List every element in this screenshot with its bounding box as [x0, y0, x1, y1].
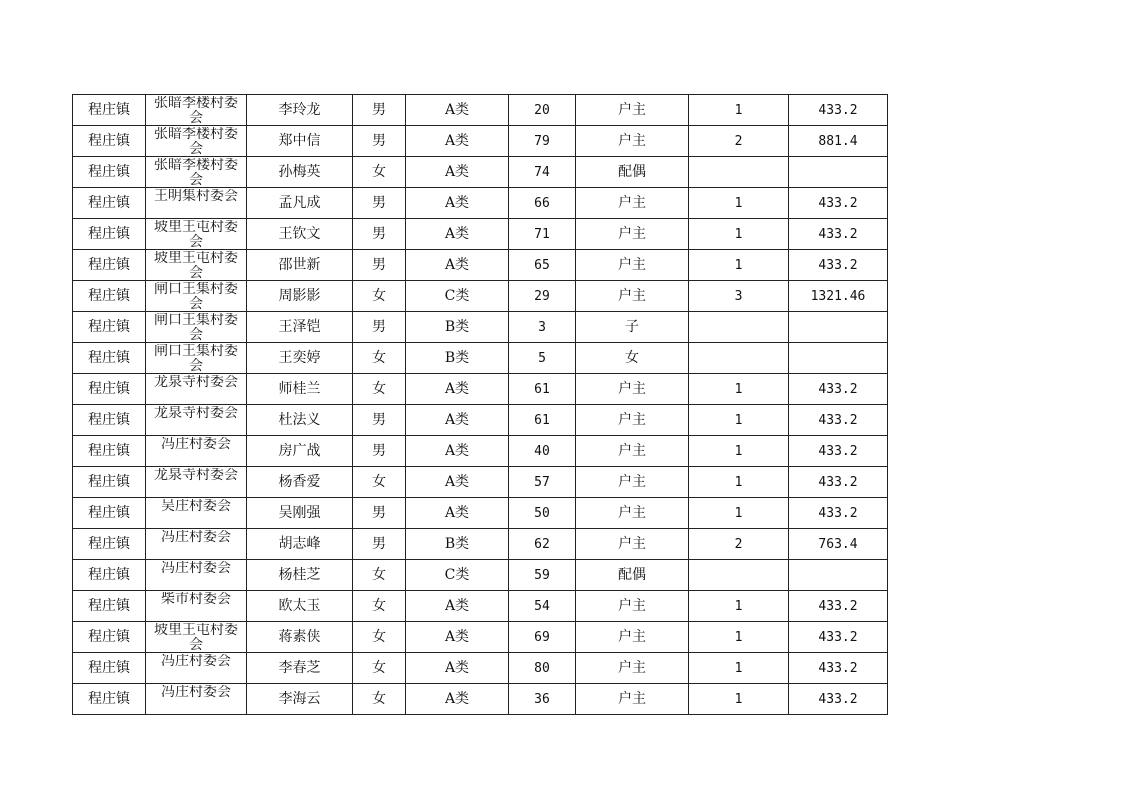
relation-cell: 户主: [576, 622, 689, 653]
village-cell: [146, 653, 247, 684]
person-name-cell: 周影影: [247, 281, 353, 312]
village-cell: [146, 312, 247, 343]
town-cell: 程庄镇: [73, 219, 146, 250]
age-cell: 61: [509, 405, 576, 436]
relation-cell: 户主: [576, 250, 689, 281]
village-text: 闸口王集村委会: [154, 313, 238, 341]
table-row: [73, 560, 888, 591]
town-cell: 程庄镇: [73, 312, 146, 343]
village-cell: [146, 188, 247, 219]
village-cell: [146, 498, 247, 529]
relief-roster-table: [72, 94, 888, 715]
gender-cell: 男: [353, 405, 406, 436]
amount-cell: 433.2: [789, 95, 888, 126]
household-count-cell: 1: [689, 467, 789, 498]
amount-cell: 433.2: [789, 405, 888, 436]
household-count-cell: 2: [689, 529, 789, 560]
category-cell: A类: [406, 374, 509, 405]
age-cell: 66: [509, 188, 576, 219]
village-text: 闸口王集村委会: [154, 282, 238, 310]
household-count-cell: 1: [689, 436, 789, 467]
gender-cell: 男: [353, 436, 406, 467]
relation-cell: 户主: [576, 653, 689, 684]
town-cell: 程庄镇: [73, 188, 146, 219]
person-name-cell: 孟凡成: [247, 188, 353, 219]
village-cell: [146, 684, 247, 715]
town-cell: 程庄镇: [73, 591, 146, 622]
relation-cell: 户主: [576, 684, 689, 715]
relation-cell: 户主: [576, 529, 689, 560]
age-cell: 5: [509, 343, 576, 374]
person-name-cell: 蒋素侠: [247, 622, 353, 653]
relation-cell: 户主: [576, 467, 689, 498]
age-cell: 65: [509, 250, 576, 281]
age-cell: 74: [509, 157, 576, 188]
town-cell: 程庄镇: [73, 343, 146, 374]
table-row: [73, 436, 888, 467]
relation-cell: 户主: [576, 405, 689, 436]
age-cell: 80: [509, 653, 576, 684]
village-text: 冯庄村委会: [161, 685, 231, 700]
village-cell: [146, 343, 247, 374]
category-cell: A类: [406, 405, 509, 436]
table-row: [73, 653, 888, 684]
table-row: [73, 529, 888, 560]
town-cell: 程庄镇: [73, 560, 146, 591]
amount-cell: [789, 157, 888, 188]
table-row: [73, 622, 888, 653]
amount-cell: 433.2: [789, 653, 888, 684]
category-cell: A类: [406, 591, 509, 622]
table-row: [73, 343, 888, 374]
category-cell: B类: [406, 312, 509, 343]
village-cell: [146, 126, 247, 157]
amount-cell: 433.2: [789, 374, 888, 405]
village-text: 柴市村委会: [161, 592, 231, 607]
person-name-cell: 郑中信: [247, 126, 353, 157]
table-row: [73, 95, 888, 126]
amount-cell: 433.2: [789, 591, 888, 622]
table-body: [73, 95, 888, 715]
gender-cell: 男: [353, 95, 406, 126]
amount-cell: [789, 312, 888, 343]
town-cell: 程庄镇: [73, 95, 146, 126]
household-count-cell: 1: [689, 405, 789, 436]
village-text: 闸口王集村委会: [154, 344, 238, 372]
amount-cell: 1321.46: [789, 281, 888, 312]
village-text: 吴庄村委会: [161, 499, 231, 514]
person-name-cell: 房广战: [247, 436, 353, 467]
amount-cell: 433.2: [789, 250, 888, 281]
gender-cell: 女: [353, 157, 406, 188]
town-cell: 程庄镇: [73, 436, 146, 467]
table-row: [73, 405, 888, 436]
age-cell: 54: [509, 591, 576, 622]
category-cell: B类: [406, 343, 509, 374]
household-count-cell: 3: [689, 281, 789, 312]
relation-cell: 户主: [576, 591, 689, 622]
amount-cell: 433.2: [789, 219, 888, 250]
relation-cell: 子: [576, 312, 689, 343]
amount-cell: 433.2: [789, 467, 888, 498]
household-count-cell: 1: [689, 684, 789, 715]
village-text: 坡里王屯村委会: [154, 251, 238, 279]
gender-cell: 男: [353, 312, 406, 343]
gender-cell: 男: [353, 498, 406, 529]
person-name-cell: 王奕婷: [247, 343, 353, 374]
relation-cell: 户主: [576, 281, 689, 312]
table-row: [73, 498, 888, 529]
age-cell: 29: [509, 281, 576, 312]
person-name-cell: 李春芝: [247, 653, 353, 684]
town-cell: 程庄镇: [73, 157, 146, 188]
village-cell: [146, 529, 247, 560]
amount-cell: 433.2: [789, 436, 888, 467]
household-count-cell: 1: [689, 250, 789, 281]
amount-cell: 433.2: [789, 498, 888, 529]
gender-cell: 男: [353, 529, 406, 560]
category-cell: A类: [406, 219, 509, 250]
village-text: 龙泉寺村委会: [154, 406, 238, 421]
age-cell: 79: [509, 126, 576, 157]
amount-cell: 881.4: [789, 126, 888, 157]
gender-cell: 女: [353, 653, 406, 684]
category-cell: A类: [406, 95, 509, 126]
relation-cell: 户主: [576, 188, 689, 219]
town-cell: 程庄镇: [73, 684, 146, 715]
table-row: [73, 188, 888, 219]
town-cell: 程庄镇: [73, 467, 146, 498]
village-text: 张暗李楼村委会: [154, 96, 238, 124]
table-row: [73, 467, 888, 498]
household-count-cell: [689, 312, 789, 343]
amount-cell: 763.4: [789, 529, 888, 560]
person-name-cell: 杨香爱: [247, 467, 353, 498]
village-cell: [146, 560, 247, 591]
household-count-cell: 1: [689, 95, 789, 126]
category-cell: A类: [406, 157, 509, 188]
village-cell: [146, 436, 247, 467]
town-cell: 程庄镇: [73, 250, 146, 281]
person-name-cell: 王泽铠: [247, 312, 353, 343]
town-cell: 程庄镇: [73, 529, 146, 560]
relation-cell: 户主: [576, 498, 689, 529]
relation-cell: 户主: [576, 126, 689, 157]
village-text: 冯庄村委会: [161, 530, 231, 545]
person-name-cell: 孙梅英: [247, 157, 353, 188]
gender-cell: 女: [353, 467, 406, 498]
amount-cell: [789, 343, 888, 374]
village-cell: [146, 591, 247, 622]
category-cell: B类: [406, 529, 509, 560]
town-cell: 程庄镇: [73, 405, 146, 436]
village-cell: [146, 95, 247, 126]
category-cell: A类: [406, 498, 509, 529]
person-name-cell: 欧太玉: [247, 591, 353, 622]
table-row: [73, 281, 888, 312]
amount-cell: [789, 560, 888, 591]
household-count-cell: 1: [689, 498, 789, 529]
village-cell: [146, 157, 247, 188]
gender-cell: 男: [353, 188, 406, 219]
gender-cell: 女: [353, 560, 406, 591]
age-cell: 57: [509, 467, 576, 498]
relation-cell: 女: [576, 343, 689, 374]
gender-cell: 女: [353, 281, 406, 312]
person-name-cell: 杜法义: [247, 405, 353, 436]
village-text: 龙泉寺村委会: [154, 468, 238, 483]
household-count-cell: 1: [689, 219, 789, 250]
village-cell: [146, 405, 247, 436]
category-cell: C类: [406, 560, 509, 591]
person-name-cell: 杨桂芝: [247, 560, 353, 591]
age-cell: 59: [509, 560, 576, 591]
relation-cell: 户主: [576, 95, 689, 126]
age-cell: 36: [509, 684, 576, 715]
age-cell: 3: [509, 312, 576, 343]
household-count-cell: 1: [689, 622, 789, 653]
village-text: 冯庄村委会: [161, 561, 231, 576]
relation-cell: 户主: [576, 374, 689, 405]
gender-cell: 女: [353, 684, 406, 715]
category-cell: A类: [406, 126, 509, 157]
gender-cell: 女: [353, 591, 406, 622]
village-cell: [146, 622, 247, 653]
town-cell: 程庄镇: [73, 374, 146, 405]
person-name-cell: 邵世新: [247, 250, 353, 281]
age-cell: 40: [509, 436, 576, 467]
gender-cell: 女: [353, 622, 406, 653]
village-text: 张暗李楼村委会: [154, 158, 238, 186]
category-cell: A类: [406, 250, 509, 281]
age-cell: 69: [509, 622, 576, 653]
village-cell: [146, 467, 247, 498]
age-cell: 50: [509, 498, 576, 529]
table-row: [73, 312, 888, 343]
village-cell: [146, 250, 247, 281]
amount-cell: 433.2: [789, 622, 888, 653]
household-count-cell: [689, 560, 789, 591]
household-count-cell: 1: [689, 188, 789, 219]
village-text: 王明集村委会: [154, 189, 238, 204]
gender-cell: 女: [353, 374, 406, 405]
person-name-cell: 师桂兰: [247, 374, 353, 405]
gender-cell: 男: [353, 126, 406, 157]
category-cell: A类: [406, 436, 509, 467]
village-text: 龙泉寺村委会: [154, 375, 238, 390]
age-cell: 71: [509, 219, 576, 250]
village-cell: [146, 281, 247, 312]
household-count-cell: [689, 343, 789, 374]
age-cell: 62: [509, 529, 576, 560]
relation-cell: 配偶: [576, 560, 689, 591]
household-count-cell: 1: [689, 591, 789, 622]
category-cell: A类: [406, 467, 509, 498]
table-row: [73, 126, 888, 157]
relation-cell: 户主: [576, 219, 689, 250]
village-text: 冯庄村委会: [161, 654, 231, 669]
category-cell: A类: [406, 653, 509, 684]
village-cell: [146, 219, 247, 250]
village-text: 坡里王屯村委会: [154, 623, 238, 651]
category-cell: C类: [406, 281, 509, 312]
person-name-cell: 李海云: [247, 684, 353, 715]
age-cell: 61: [509, 374, 576, 405]
town-cell: 程庄镇: [73, 281, 146, 312]
person-name-cell: 胡志峰: [247, 529, 353, 560]
person-name-cell: 吴刚强: [247, 498, 353, 529]
person-name-cell: 王钦文: [247, 219, 353, 250]
age-cell: 20: [509, 95, 576, 126]
gender-cell: 男: [353, 219, 406, 250]
gender-cell: 女: [353, 343, 406, 374]
town-cell: 程庄镇: [73, 498, 146, 529]
table-row: [73, 374, 888, 405]
village-text: 冯庄村委会: [161, 437, 231, 452]
table-row: [73, 684, 888, 715]
relation-cell: 配偶: [576, 157, 689, 188]
town-cell: 程庄镇: [73, 622, 146, 653]
amount-cell: 433.2: [789, 188, 888, 219]
table-row: [73, 157, 888, 188]
village-text: 坡里王屯村委会: [154, 220, 238, 248]
category-cell: A类: [406, 684, 509, 715]
village-text: 张暗李楼村委会: [154, 127, 238, 155]
table-row: [73, 219, 888, 250]
household-count-cell: 1: [689, 374, 789, 405]
town-cell: 程庄镇: [73, 126, 146, 157]
household-count-cell: [689, 157, 789, 188]
category-cell: A类: [406, 622, 509, 653]
village-cell: [146, 374, 247, 405]
relation-cell: 户主: [576, 436, 689, 467]
amount-cell: 433.2: [789, 684, 888, 715]
table-row: [73, 250, 888, 281]
household-count-cell: 2: [689, 126, 789, 157]
person-name-cell: 李玲龙: [247, 95, 353, 126]
table-row: [73, 591, 888, 622]
category-cell: A类: [406, 188, 509, 219]
town-cell: 程庄镇: [73, 653, 146, 684]
household-count-cell: 1: [689, 653, 789, 684]
gender-cell: 男: [353, 250, 406, 281]
